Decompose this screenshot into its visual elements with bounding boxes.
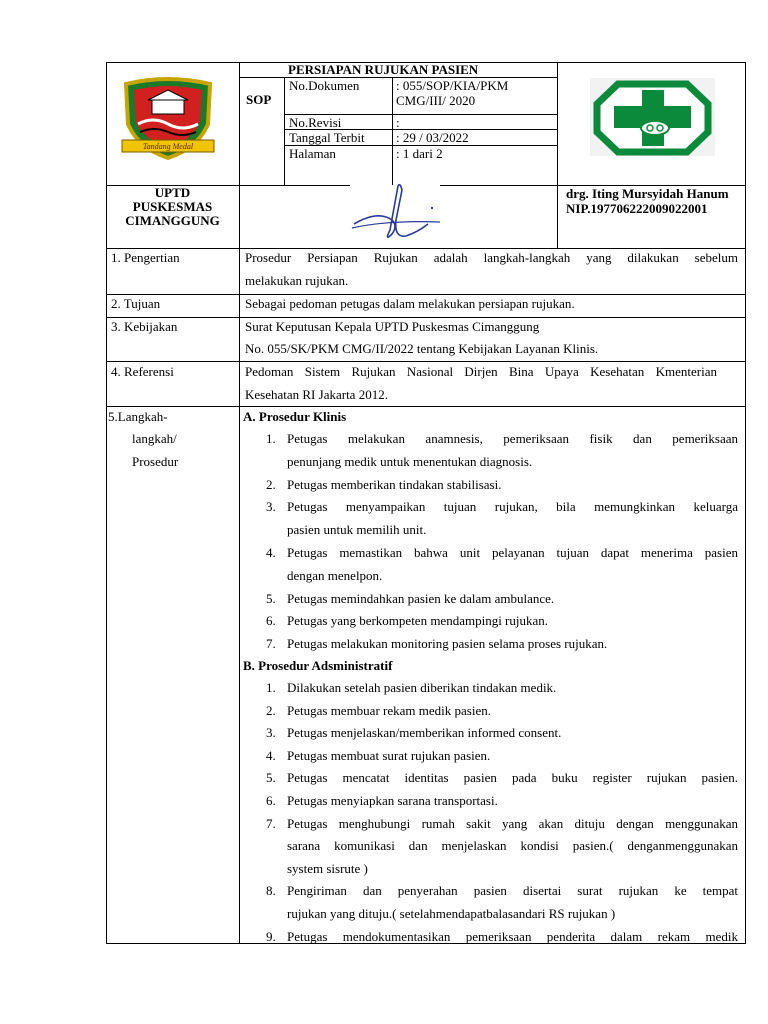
procB-item-text: Petugas membuat surat rujukan pasien.	[287, 747, 491, 763]
tanggal-terbit-label: Tanggal Terbit	[289, 130, 365, 145]
procA-item-number: 2.	[266, 476, 276, 492]
procB-item-number: 5.	[266, 770, 276, 786]
logo-banner-text: Tandang Medal	[142, 142, 194, 151]
section-label-pengertian: 1. Pengertian	[111, 250, 180, 265]
no-dokumen-value-cont: CMG/III/ 2020	[396, 93, 476, 108]
procA-item-number: 3.	[266, 499, 276, 515]
document-title: PERSIAPAN RUJUKAN PASIEN	[288, 62, 479, 77]
procA-item-text: Petugas melakukan monitoring pasien selama proses rujukan.	[287, 636, 608, 652]
procA-item-number: 7.	[266, 636, 276, 652]
section-text-kebijakan-2: No. 055/SK/PKM CMG/II/2022 tentang Kebijakan Layanan Klinis.	[245, 341, 599, 356]
no-dokumen-label: No.Dokumen	[289, 78, 360, 93]
no-revisi-label: No.Revisi	[289, 115, 342, 130]
signature	[348, 180, 448, 250]
procB-item-text: sarana komunikasi dan menjelaskan kondisi pasien.( denganmenggunakan	[287, 838, 738, 854]
section-label-kebijakan: 3. Kebijakan	[111, 319, 178, 334]
section-label-referensi: 4. Referensi	[111, 364, 174, 379]
procA-item-text: Petugas yang berkompeten mendampingi rujukan.	[287, 613, 549, 629]
org-name-line1: UPTD	[154, 185, 191, 200]
section-text-pengertian-2: melakukan rujukan.	[245, 273, 349, 288]
procB-item-text: system sisrute )	[287, 860, 368, 876]
section-text-referensi-2: Kesehatan RI Jakarta 2012.	[245, 387, 388, 402]
procA-item-number: 1.	[266, 431, 276, 446]
procA-item-number: 5.	[266, 590, 276, 606]
procA-item-text: Petugas menyampaikan tujuan rujukan, bila memungkinkan keluarga	[287, 499, 738, 515]
procA-item-text: dengan menelpon.	[287, 567, 383, 583]
procB-item-number: 9.	[266, 928, 276, 944]
procA-item-text: Petugas memastikan bahwa unit pelayanan tujuan dapat menerima pasien	[287, 545, 738, 560]
grid-line	[239, 62, 240, 248]
steps-label-1: 5.Langkah-	[108, 409, 168, 424]
proc-a-heading: A. Prosedur Klinis	[243, 409, 347, 424]
section-text-kebijakan-1: Surat Keputusan Kepala UPTD Puskesmas Cimanggung	[245, 319, 540, 334]
procB-item-number: 4.	[266, 747, 276, 763]
procB-item-text: Petugas membuar rekam medik pasien.	[287, 702, 491, 718]
no-revisi-value: :	[396, 115, 400, 130]
section-text-pengertian-1: Prosedur Persiapan Rujukan adalah langkah-langkah yang dilakukan sebelum	[245, 250, 738, 265]
procB-item-number: 6.	[266, 793, 276, 808]
sop-label: SOP	[246, 92, 272, 107]
grid-line	[106, 406, 746, 407]
proc-b-list	[240, 680, 746, 942]
puskesmas-logo	[590, 78, 715, 156]
section-label-tujuan: 2. Tujuan	[111, 296, 161, 311]
procB-item-text: Pengiriman dan penyerahan pasien disertai surat rujukan ke tempat	[287, 883, 738, 899]
no-dokumen-value: : 055/SOP/KIA/PKM	[396, 78, 509, 93]
section-text-tujuan: Sebagai pedoman petugas dalam melakukan persiapan rujukan.	[245, 296, 575, 311]
procA-item-number: 4.	[266, 545, 276, 560]
section-text-referensi-1: Pedoman Sistem Rujukan Nasional Dirjen Bina Upaya Kesehatan Kmenterian	[245, 364, 717, 379]
grid-line	[392, 77, 393, 185]
org-name-line3: CIMANGGUNG	[125, 213, 220, 228]
procB-item-number: 1.	[266, 680, 276, 695]
grid-line	[284, 77, 285, 185]
procB-item-text: Petugas mencatat identitas pasien pada buku register rujukan pasien.	[287, 770, 738, 786]
proc-a-list	[240, 431, 746, 656]
grid-line	[106, 317, 746, 318]
signer-nip: NIP.197706222009022001	[566, 201, 708, 216]
procA-item-text: Petugas melakukan anamnesis, pemeriksaan fisik dan pemeriksaan	[287, 431, 738, 446]
steps-label-2: langkah/	[132, 431, 177, 446]
tanggal-terbit-value: : 29 / 03/2022	[396, 130, 469, 145]
procB-item-number: 3.	[266, 725, 276, 741]
proc-b-heading: B. Prosedur Adsministratif	[243, 658, 393, 673]
procA-item-text: penunjang medik untuk menentukan diagnosis.	[287, 453, 533, 469]
grid-line	[557, 62, 558, 248]
procA-item-text: Petugas memindahkan pasien ke dalam ambulance.	[287, 590, 555, 606]
procB-item-text: Petugas mendokumentasikan pemeriksaan penderita dalam rekam medik	[287, 928, 738, 944]
procB-item-text: rujukan yang dituju.( setelahmendapatbalasandari RS rujukan )	[287, 906, 616, 921]
procB-item-number: 7.	[266, 815, 276, 831]
procA-item-number: 6.	[266, 613, 276, 629]
procB-item-text: Petugas menghubungi rumah sakit yang akan dituju dengan menggunakan	[287, 815, 738, 831]
halaman-value: : 1 dari 2	[396, 146, 443, 161]
halaman-label: Halaman	[289, 146, 336, 161]
procB-item-text: Dilakukan setelah pasien diberikan tindakan medik.	[287, 680, 557, 695]
grid-line	[106, 294, 746, 295]
procB-item-number: 2.	[266, 702, 276, 718]
procA-item-text: pasien untuk memilih unit.	[287, 522, 427, 538]
procB-item-number: 8.	[266, 883, 276, 899]
grid-line	[106, 361, 746, 362]
procB-item-text: Petugas menyiapkan sarana transportasi.	[287, 793, 498, 808]
procA-item-text: Petugas memberikan tindakan stabilisasi.	[287, 476, 502, 492]
org-name-line2: PUSKESMAS	[132, 199, 213, 214]
procB-item-text: Petugas menjelaskan/memberikan informed consent.	[287, 725, 562, 741]
signer-name: drg. Iting Mursyidah Hanum	[566, 186, 729, 201]
steps-label-3: Prosedur	[132, 454, 179, 469]
